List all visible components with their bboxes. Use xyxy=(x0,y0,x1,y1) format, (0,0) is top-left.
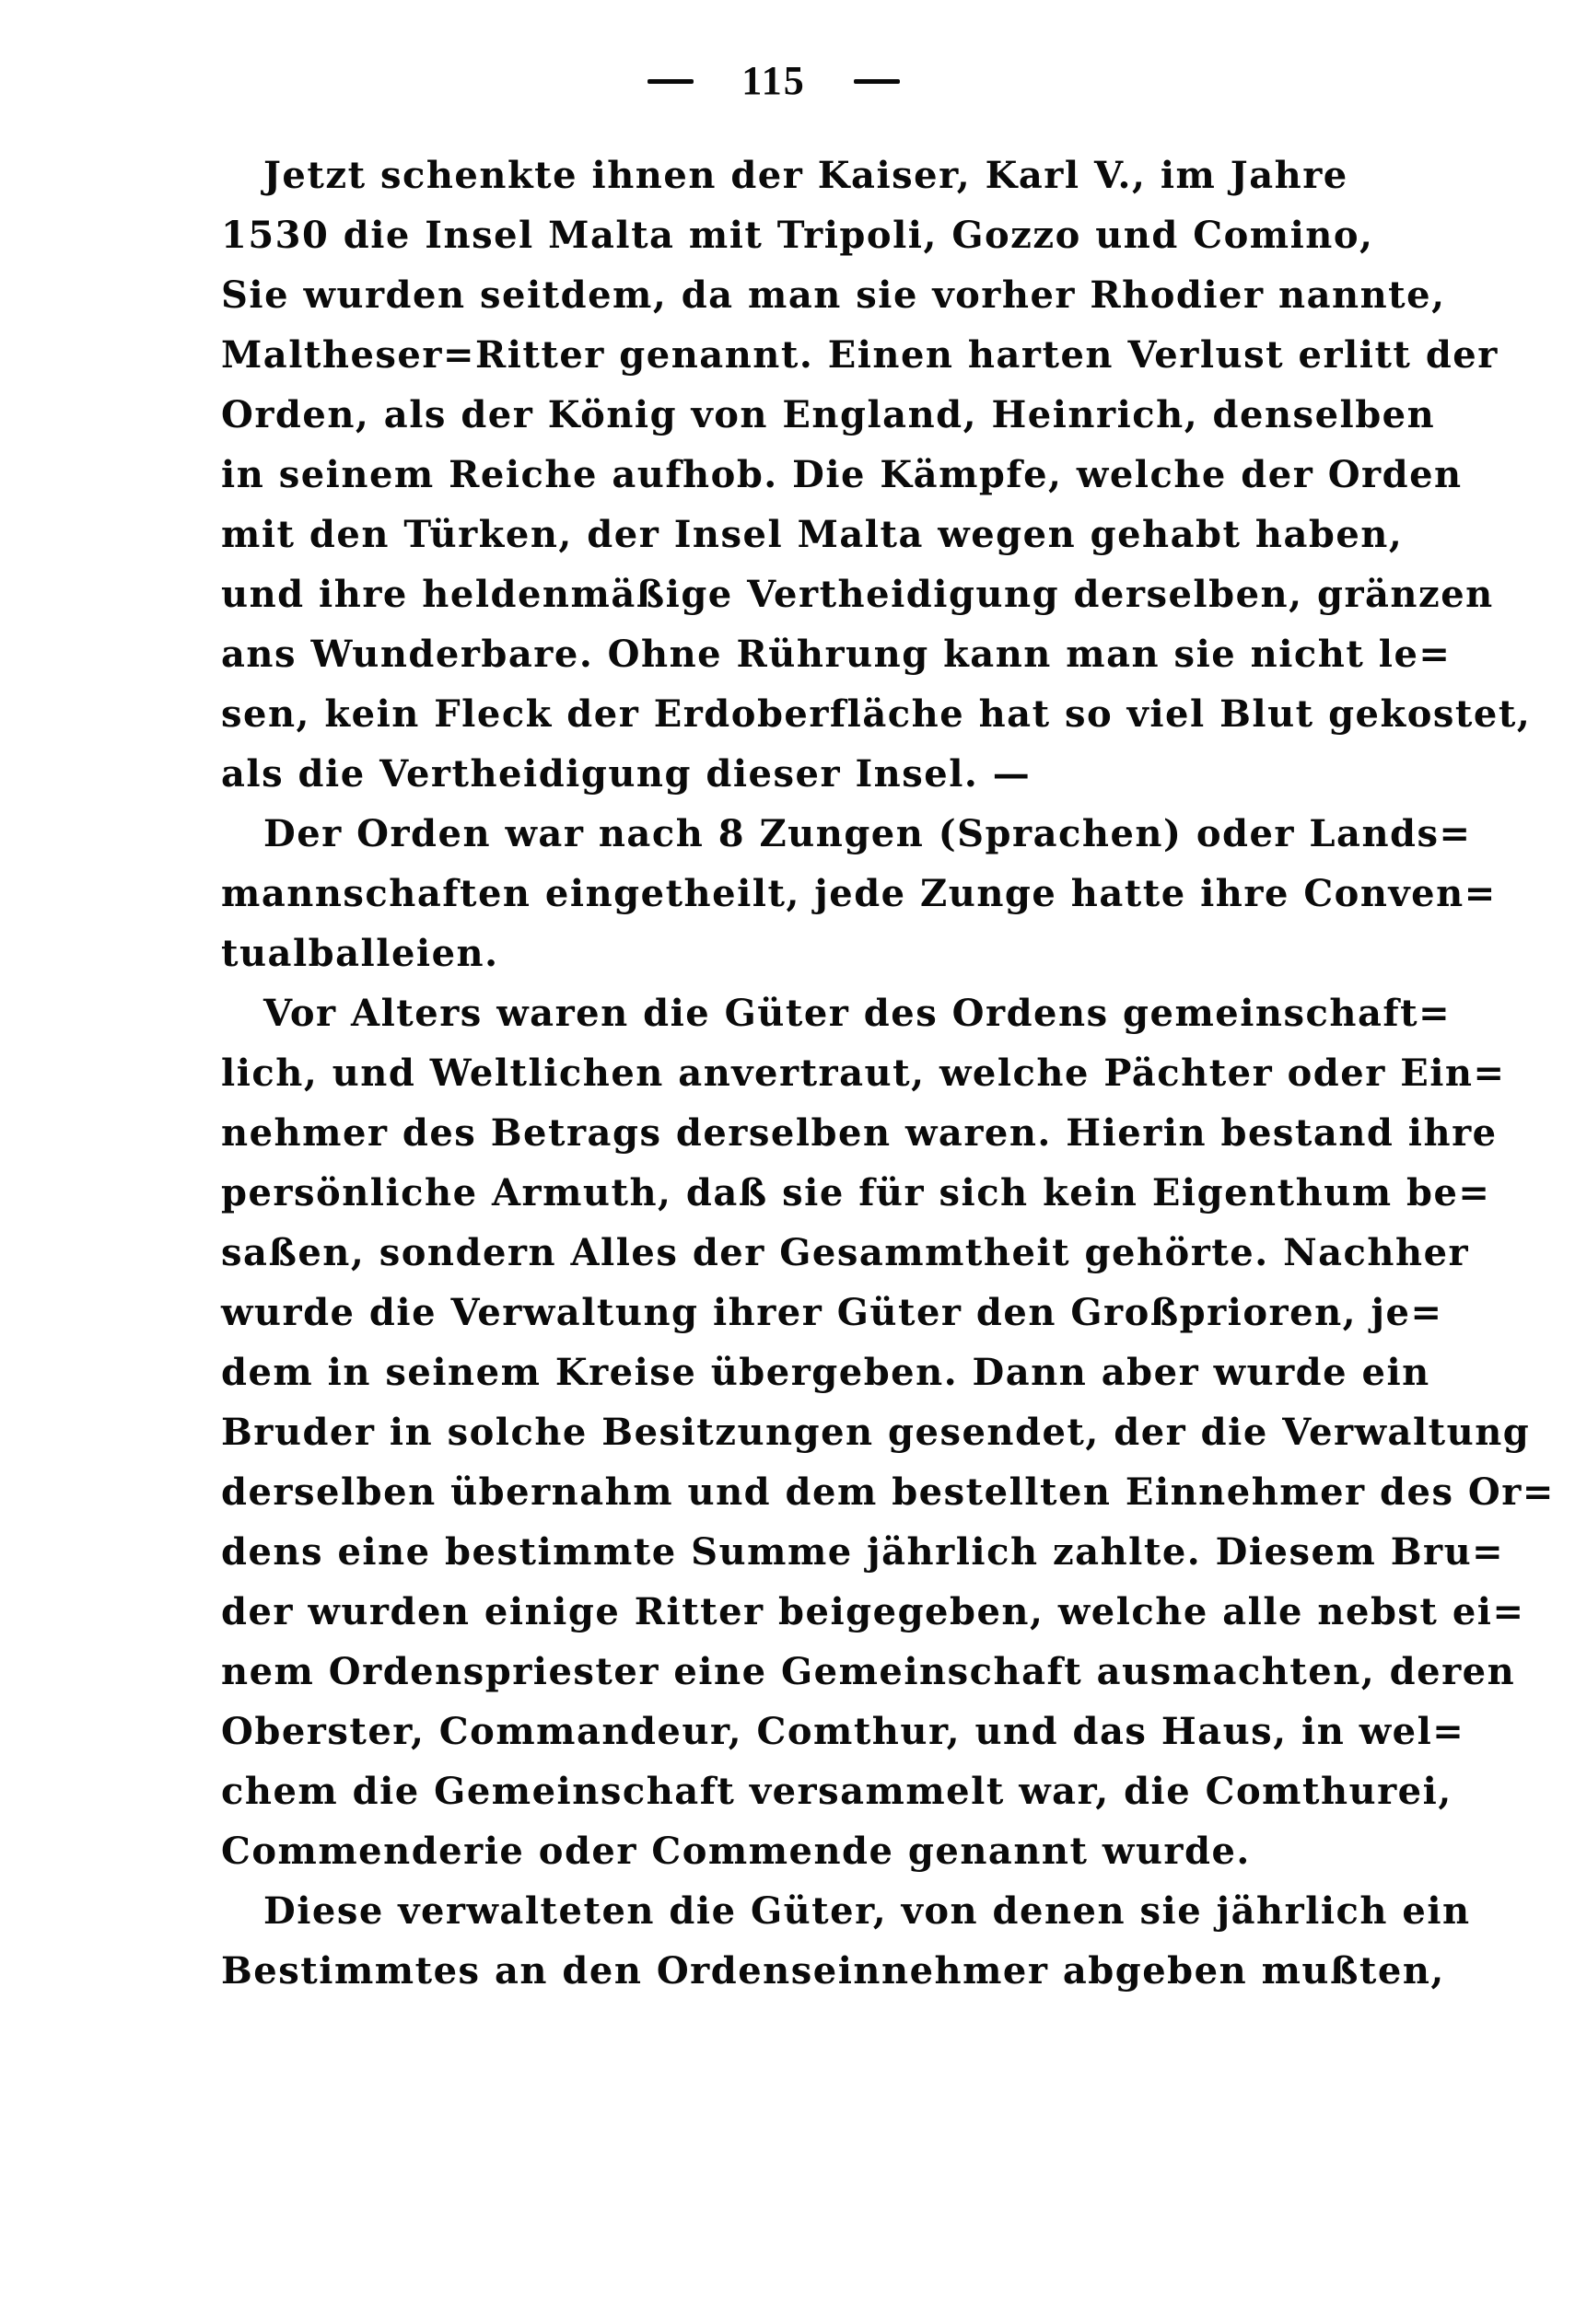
text-line-paragraph-start: Der Orden war nach 8 Zungen (Sprachen) oder Lands= xyxy=(263,812,1472,855)
text-line: sen, kein Fleck der Erdoberfläche hat so viel Blut gekostet, xyxy=(221,692,1532,736)
text-line-paragraph-end: tualballeien. xyxy=(221,932,499,975)
text-line: chem die Gemeinschaft versammelt war, die Comthurei, xyxy=(221,1770,1452,1813)
text-line: dem in seinem Kreise übergeben. Dann aber wurde ein xyxy=(221,1351,1430,1394)
text-line: in seinem Reiche aufhob. Die Kämpfe, welche der Orden xyxy=(221,453,1463,496)
text-line: persönliche Armuth, daß sie für sich kein Eigenthum be= xyxy=(221,1171,1491,1214)
text-line: mannschaften eingetheilt, jede Zunge hatte ihre Conven= xyxy=(221,872,1497,915)
header-dash-right xyxy=(854,79,900,84)
text-line: Bruder in solche Besitzungen gesendet, der die Verwaltung xyxy=(221,1411,1531,1454)
text-line-paragraph-end: Commenderie oder Commende genannt wurde. xyxy=(221,1830,1251,1873)
text-line: Bestimmtes an den Ordenseinnehmer abgeben mußten, xyxy=(221,1949,1445,1993)
text-line: und ihre heldenmäßige Vertheidigung derselben, gränzen xyxy=(221,573,1494,616)
text-line: Sie wurden seitdem, da man sie vorher Rhodier nannte, xyxy=(221,273,1446,317)
text-line: derselben übernahm und dem bestellten Einnehmer des Or= xyxy=(221,1470,1555,1514)
text-line: nehmer des Betrags derselben waren. Hierin bestand ihre xyxy=(221,1111,1498,1155)
text-line: Maltheser=Ritter genannt. Einen harten Verlust erlitt der xyxy=(221,333,1499,377)
header-dash-left xyxy=(648,79,694,84)
text-line: Jetzt schenkte ihnen der Kaiser, Karl V., im Jahre xyxy=(263,154,1348,197)
text-line: saßen, sondern Alles der Gesammtheit gehörte. Nachher xyxy=(221,1231,1470,1274)
text-line: lich, und Weltlichen anvertraut, welche Pächter oder Ein= xyxy=(221,1052,1506,1095)
text-line-paragraph-start: Diese verwalteten die Güter, von denen sie jährlich ein xyxy=(263,1889,1471,1933)
text-line: ans Wunderbare. Ohne Rührung kann man sie nicht le= xyxy=(221,633,1452,676)
body-text xyxy=(221,145,1555,2001)
text-line: mit den Türken, der Insel Malta wegen gehabt haben, xyxy=(221,513,1404,556)
text-line: der wurden einige Ritter beigegeben, welche alle nebst ei= xyxy=(221,1590,1525,1633)
text-line: Orden, als der König von England, Heinrich, denselben xyxy=(221,393,1436,436)
page-number: 115 xyxy=(741,58,806,103)
text-line: dens eine bestimmte Summe jährlich zahlte. Diesem Bru= xyxy=(221,1530,1505,1574)
page-header xyxy=(0,53,1561,109)
text-line-paragraph-start: Vor Alters waren die Güter des Ordens gemeinschaft= xyxy=(263,992,1452,1035)
text-line: wurde die Verwaltung ihrer Güter den Großprioren, je= xyxy=(221,1291,1443,1334)
text-line: 1530 die Insel Malta mit Tripoli, Gozzo und Comino, xyxy=(221,214,1374,257)
text-line: Oberster, Commandeur, Comthur, und das Haus, in wel= xyxy=(221,1710,1465,1753)
text-line-paragraph-end: als die Vertheidigung dieser Insel. — xyxy=(221,752,1032,796)
text-line: nem Ordenspriester eine Gemeinschaft ausmachten, deren xyxy=(221,1650,1516,1693)
